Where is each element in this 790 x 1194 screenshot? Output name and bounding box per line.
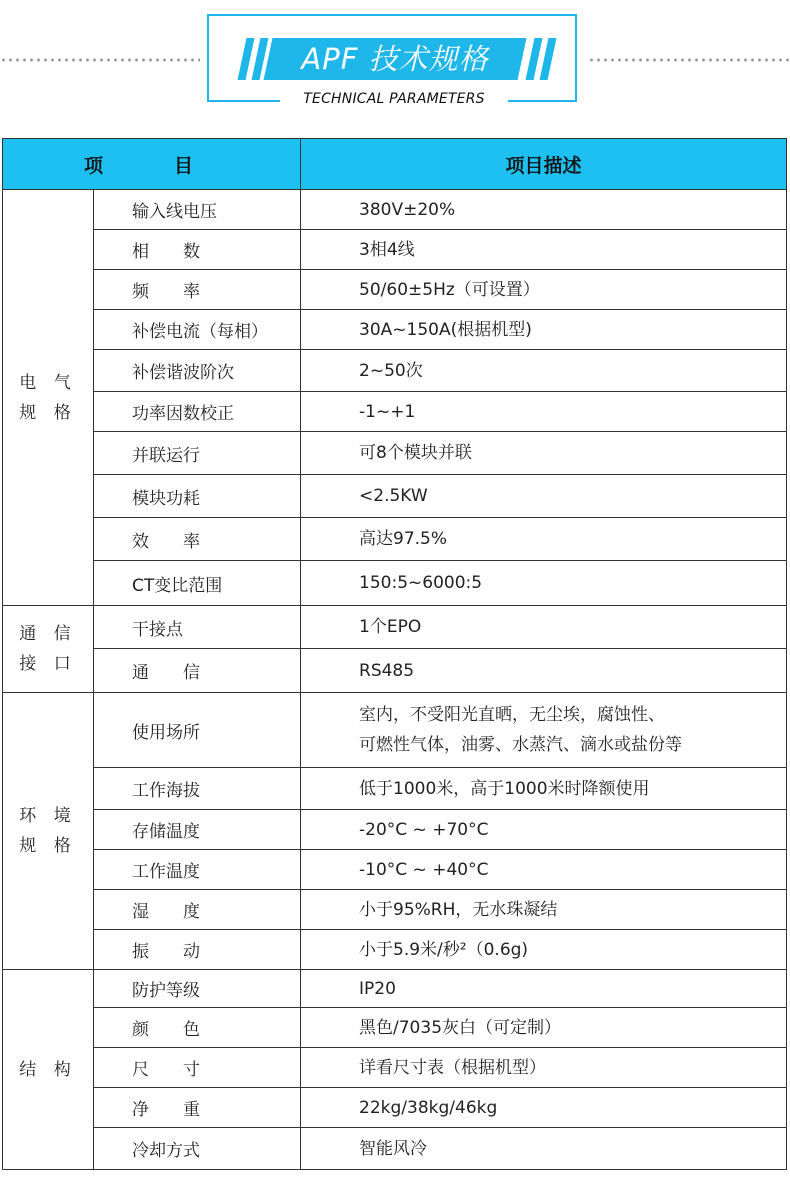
desc-cell: 高达97.5%	[301, 518, 787, 561]
dotted-divider-right	[588, 58, 790, 62]
item-cell: 颜 色	[94, 1008, 301, 1048]
table-row	[3, 850, 787, 890]
dotted-divider-left	[0, 58, 200, 62]
group-label-communication: 通 信 接 口	[3, 606, 94, 693]
desc-cell: 黑色/7035灰白（可定制）	[301, 1008, 787, 1048]
table-row	[3, 518, 787, 561]
table-row	[3, 1088, 787, 1128]
desc-cell: RS485	[301, 649, 787, 693]
item-cell: 振 动	[94, 930, 301, 970]
page-subtitle: TECHNICAL PARAMETERS	[303, 91, 485, 107]
desc-cell: IP20	[301, 970, 787, 1008]
item-cell: 补偿电流（每相）	[94, 310, 301, 350]
item-cell: 功率因数校正	[94, 392, 301, 432]
desc-cell: 室内，不受阳光直晒，无尘埃，腐蚀性、 可燃性气体，油雾、水蒸汽、滴水或盐份等	[301, 693, 787, 768]
item-cell: 补偿谐波阶次	[94, 350, 301, 392]
desc-cell: -20°C ~ +70°C	[301, 810, 787, 850]
desc-cell: 150:5~6000:5	[301, 561, 787, 606]
table-row	[3, 693, 787, 768]
column-header-description: 项目描述	[301, 139, 787, 190]
table-row	[3, 432, 787, 475]
desc-cell: 2~50次	[301, 350, 787, 392]
desc-cell: 1个EPO	[301, 606, 787, 649]
page-header	[0, 0, 790, 120]
desc-cell: 智能风冷	[301, 1128, 787, 1170]
item-cell: CT变比范围	[94, 561, 301, 606]
desc-cell: 380V±20%	[301, 190, 787, 230]
table-row	[3, 350, 787, 392]
desc-cell: 小于95%RH，无水珠凝结	[301, 890, 787, 930]
item-cell: 频 率	[94, 270, 301, 310]
item-cell: 工作海拔	[94, 768, 301, 810]
item-cell: 存储温度	[94, 810, 301, 850]
item-cell: 尺 寸	[94, 1048, 301, 1088]
page-title: APF 技术规格	[301, 42, 489, 76]
desc-cell: 30A~150A(根据机型)	[301, 310, 787, 350]
desc-cell: -1~+1	[301, 392, 787, 432]
desc-cell: 22kg/38kg/46kg	[301, 1088, 787, 1128]
table-row	[3, 970, 787, 1008]
table-row	[3, 890, 787, 930]
desc-cell: 低于1000米，高于1000米时降额使用	[301, 768, 787, 810]
table-row	[3, 930, 787, 970]
desc-cell: 详看尺寸表（根据机型）	[301, 1048, 787, 1088]
item-cell: 输入线电压	[94, 190, 301, 230]
desc-cell: 可8个模块并联	[301, 432, 787, 475]
item-cell: 防护等级	[94, 970, 301, 1008]
item-cell: 相 数	[94, 230, 301, 270]
group-label-electrical: 电 气 规 格	[3, 190, 94, 606]
spec-table	[2, 138, 787, 1170]
desc-cell: 小于5.9米/秒²（0.6g)	[301, 930, 787, 970]
group-label-structure: 结 构	[3, 970, 94, 1170]
table-row	[3, 270, 787, 310]
table-row	[3, 310, 787, 350]
item-cell: 使用场所	[94, 693, 301, 768]
item-cell: 效 率	[94, 518, 301, 561]
table-row	[3, 606, 787, 649]
item-cell: 通 信	[94, 649, 301, 693]
table-row	[3, 1128, 787, 1170]
group-label-environment: 环 境 规 格	[3, 693, 94, 970]
item-cell: 冷却方式	[94, 1128, 301, 1170]
column-header-item: 项 目	[3, 139, 301, 190]
item-cell: 干接点	[94, 606, 301, 649]
table-row	[3, 190, 787, 230]
desc-cell: <2.5KW	[301, 475, 787, 518]
table-row	[3, 810, 787, 850]
table-row	[3, 475, 787, 518]
table-row	[3, 561, 787, 606]
table-row	[3, 768, 787, 810]
table-header-row	[3, 139, 787, 190]
table-row	[3, 1008, 787, 1048]
desc-cell: -10°C ~ +40°C	[301, 850, 787, 890]
table-row	[3, 649, 787, 693]
table-row	[3, 1048, 787, 1088]
table-row	[3, 230, 787, 270]
item-cell: 模块功耗	[94, 475, 301, 518]
desc-cell: 50/60±5Hz（可设置）	[301, 270, 787, 310]
item-cell: 湿 度	[94, 890, 301, 930]
table-row	[3, 392, 787, 432]
desc-cell: 3相4线	[301, 230, 787, 270]
item-cell: 净 重	[94, 1088, 301, 1128]
item-cell: 工作温度	[94, 850, 301, 890]
item-cell: 并联运行	[94, 432, 301, 475]
